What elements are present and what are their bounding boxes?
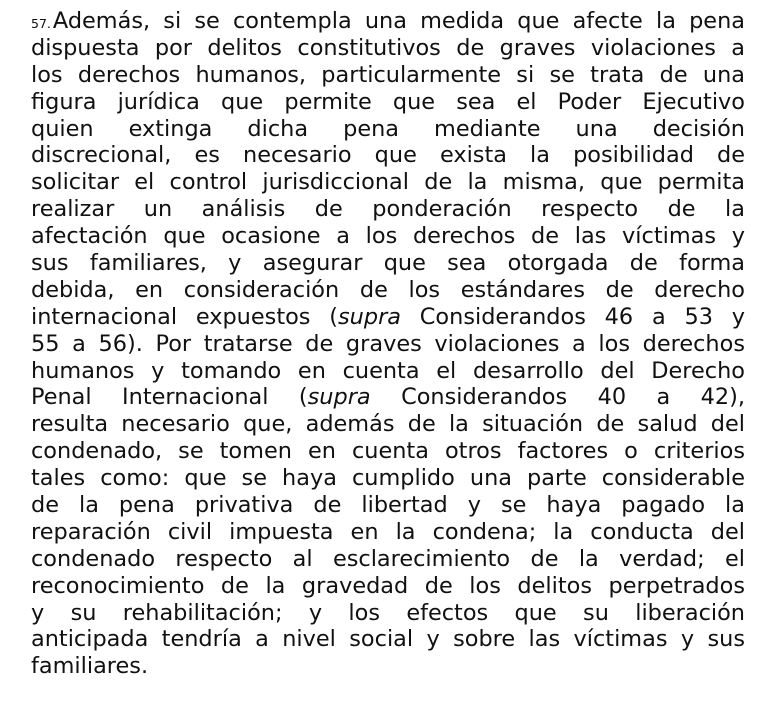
text-line xyxy=(31,142,745,169)
text-segment: Considerandos 40 a 42), xyxy=(370,384,745,411)
text-line xyxy=(31,438,745,465)
text-segment: Considerandos 46 a 53 y xyxy=(401,303,745,330)
text-segment: los derechos humanos, particularmente si se trata de una xyxy=(31,61,745,88)
paragraph-number: 57. xyxy=(31,16,51,31)
document-page xyxy=(31,8,745,680)
text-segment: debida, en consideración de los estándares de derecho xyxy=(31,276,745,303)
text-segment: resulta necesario que, además de la situación de salud del xyxy=(31,411,745,438)
italic-term: supra xyxy=(338,303,401,330)
text-line xyxy=(31,169,745,196)
text-line xyxy=(31,62,745,89)
text-segment: reconocimiento de la gravedad de los delitos perpetrados xyxy=(31,572,745,599)
text-segment: figura jurídica que permite que sea el Poder Ejecutivo xyxy=(31,88,745,115)
text-segment: internacional expuestos ( xyxy=(31,303,338,330)
text-line xyxy=(31,546,745,573)
text-line xyxy=(31,411,745,438)
text-segment: quien extinga dicha pena mediante una decisión xyxy=(31,115,745,142)
text-line xyxy=(31,519,745,546)
text-segment: Penal Internacional ( xyxy=(31,384,308,411)
text-segment: solicitar el control jurisdiccional de la misma, que permita xyxy=(31,169,745,196)
text-line xyxy=(31,626,745,653)
text-segment: humanos y tomando en cuenta el desarrollo del Derecho xyxy=(31,357,745,384)
text-line xyxy=(31,250,745,277)
text-line xyxy=(31,573,745,600)
paragraph-57 xyxy=(31,8,745,680)
italic-term: supra xyxy=(307,384,371,411)
text-line xyxy=(31,196,745,223)
text-segment: condenado respecto al esclarecimiento de la verdad; el xyxy=(31,545,745,572)
text-segment: reparación civil impuesta en la condena; la conducta del xyxy=(31,518,745,545)
text-line xyxy=(31,492,745,519)
text-line xyxy=(31,8,745,35)
text-line xyxy=(31,304,745,331)
text-segment: dispuesta por delitos constitutivos de graves violaciones a xyxy=(31,34,745,61)
text-segment: Además, si se contempla una medida que afecte la pena xyxy=(52,8,745,34)
text-line xyxy=(31,89,745,116)
text-segment: familiares. xyxy=(31,653,149,680)
text-segment: realizar un análisis de ponderación respecto de la xyxy=(31,196,745,223)
text-line xyxy=(31,384,745,411)
text-segment: anticipada tendría a nivel social y sobre las víctimas y sus xyxy=(31,626,745,653)
text-line xyxy=(31,223,745,250)
text-segment: sus familiares, y asegurar que sea otorgada de forma xyxy=(31,250,745,277)
text-line xyxy=(31,277,745,304)
text-line xyxy=(31,358,745,385)
text-segment: y su rehabilitación; y los efectos que su liberación xyxy=(31,599,745,626)
text-line xyxy=(31,35,745,62)
text-segment: discrecional, es necesario que exista la posibilidad de xyxy=(31,142,745,169)
text-segment: de la pena privativa de libertad y se haya pagado la xyxy=(31,492,745,519)
text-segment: 55 a 56). Por tratarse de graves violaciones a los derechos xyxy=(31,330,745,357)
text-line xyxy=(31,600,745,627)
text-segment: condenado, se tomen en cuenta otros factores o criterios xyxy=(31,438,745,465)
text-line xyxy=(31,116,745,143)
text-segment: afectación que ocasione a los derechos de las víctimas y xyxy=(31,223,745,250)
text-segment: tales como: que se haya cumplido una parte considerable xyxy=(31,465,745,492)
text-line xyxy=(31,331,745,358)
text-line xyxy=(31,465,745,492)
text-line xyxy=(31,653,745,680)
